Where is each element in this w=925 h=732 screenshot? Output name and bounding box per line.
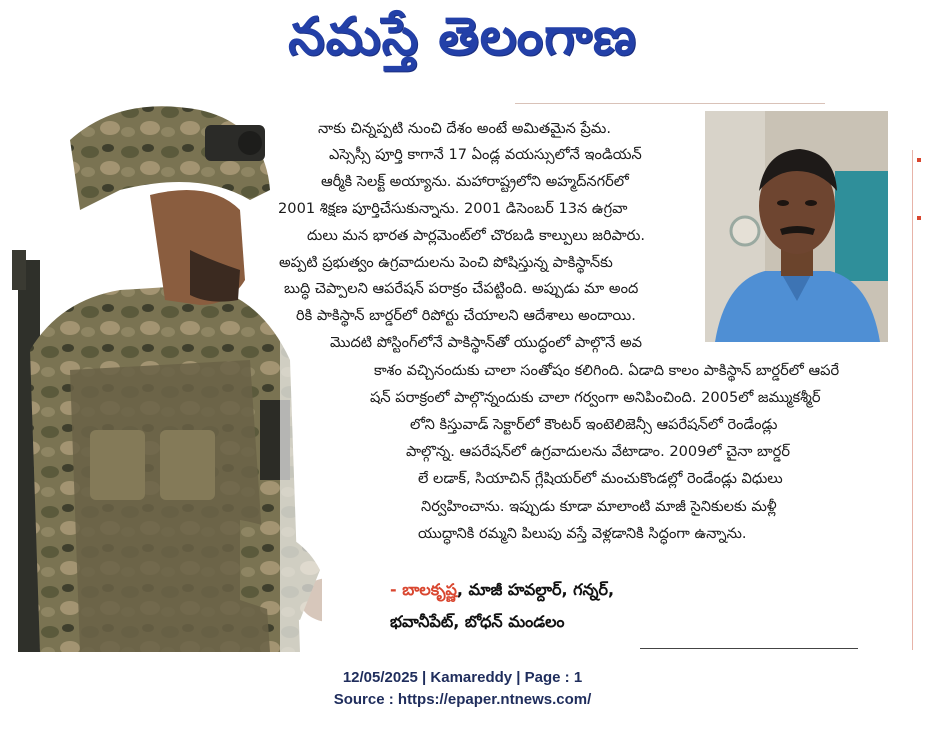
- article-line: రికి పాకిస్థాన్ బార్డర్‌లో రిపోర్టు చేయాలని ఆదేశాలు అందాయి.: [296, 307, 636, 324]
- article-line: ఎస్సెస్సీ పూర్తి కాగానే 17 ఏండ్ల వయస్సులోనే ఇండియన్: [329, 146, 642, 163]
- divider: [640, 648, 858, 649]
- byline-place: భవానీపేట్, బోధన్ మండలం: [390, 612, 565, 631]
- footer-date-edition: 12/05/2025 | Kamareddy | Page : 1: [342, 669, 583, 686]
- newspaper-logo: నమస్తే తెలంగాణ: [288, 6, 637, 67]
- soldier-illustration: [0, 100, 322, 652]
- article-line: బుద్ధి చెప్పాలని ఆపరేషన్ పరాక్రం చేపట్టింది. అప్పుడు మా అంద: [284, 280, 639, 297]
- footer-source: Source : https://epaper.ntnews.com/: [333, 691, 592, 708]
- article-line: లే లడాక్, సియాచిన్ గ్లేషియర్‌లో మంచుకొండల్లో రెండేండ్లు విధులు: [418, 470, 783, 487]
- article-line: దులు మన భారత పార్లమెంట్‌లో చొరబడి కాల్పులు జరిపారు.: [307, 227, 646, 244]
- adjacent-article-edge: [912, 150, 925, 650]
- article-line: లోని కిస్తువాడ్ సెక్టార్‌లో కౌంటర్ ఇంటెలిజెన్సీ ఆపరేషన్‌లో రెండేండ్లు: [410, 416, 778, 433]
- byline-name: - బాలకృష్ణ: [390, 580, 457, 599]
- article-line: అప్పటి ప్రభుత్వం ఉగ్రవాదులను పెంచి పోషిస్తున్న పాకిస్థాన్‌కు: [279, 254, 613, 271]
- article-line: 2001 శిక్షణ పూర్తిచేసుకున్నాను. 2001 డిసెంబర్ 13న ఉగ్రవా: [278, 200, 628, 217]
- article-line: నాకు చిన్నప్పటి నుంచి దేశం అంటే అమితమైన ప్రేమ.: [318, 120, 612, 137]
- article-line: కాశం వచ్చినందుకు చాలా సంతోషం కలిగింది. ఏడాది కాలం పాకిస్థాన్ బార్డర్‌లో ఆపరే: [374, 362, 840, 379]
- author-photo: [705, 111, 888, 342]
- article-line: షన్ పరాక్రంలో పాల్గొన్నందుకు చాలా గర్వంగా అనిపించింది. 2005లో జమ్ముకశ్మీర్: [370, 389, 821, 406]
- article-line: మొదటి పోస్టింగ్‌లోనే పాకిస్థాన్‌తో యుద్ధంలో పాల్గొనే అవ: [330, 334, 643, 351]
- masthead: [0, 0, 925, 80]
- divider: [515, 103, 825, 104]
- article-line: నిర్వహించాను. ఇప్పుడు కూడా మాలాంటి మాజీ సైనికులకు మళ్లీ: [421, 498, 777, 515]
- article-line: ఆర్మీకి సెలక్ట్ అయ్యాను. మహారాష్ట్రలోని అహ్మద్‌నగర్‌లో: [321, 173, 629, 190]
- byline-role: , మాజీ హవల్దార్, గన్నర్,: [456, 580, 615, 599]
- footer: [0, 667, 925, 711]
- article-line: యుద్ధానికి రమ్మని పిలుపు వస్తే వెళ్లడానికి సిద్ధంగా ఉన్నాను.: [418, 525, 747, 542]
- article-line: పాల్గొన్న. ఆపరేషన్‌లో ఉగ్రవాదులను వేటాడాం. 2009లో చైనా బార్డర్: [406, 443, 790, 460]
- byline: [390, 580, 614, 603]
